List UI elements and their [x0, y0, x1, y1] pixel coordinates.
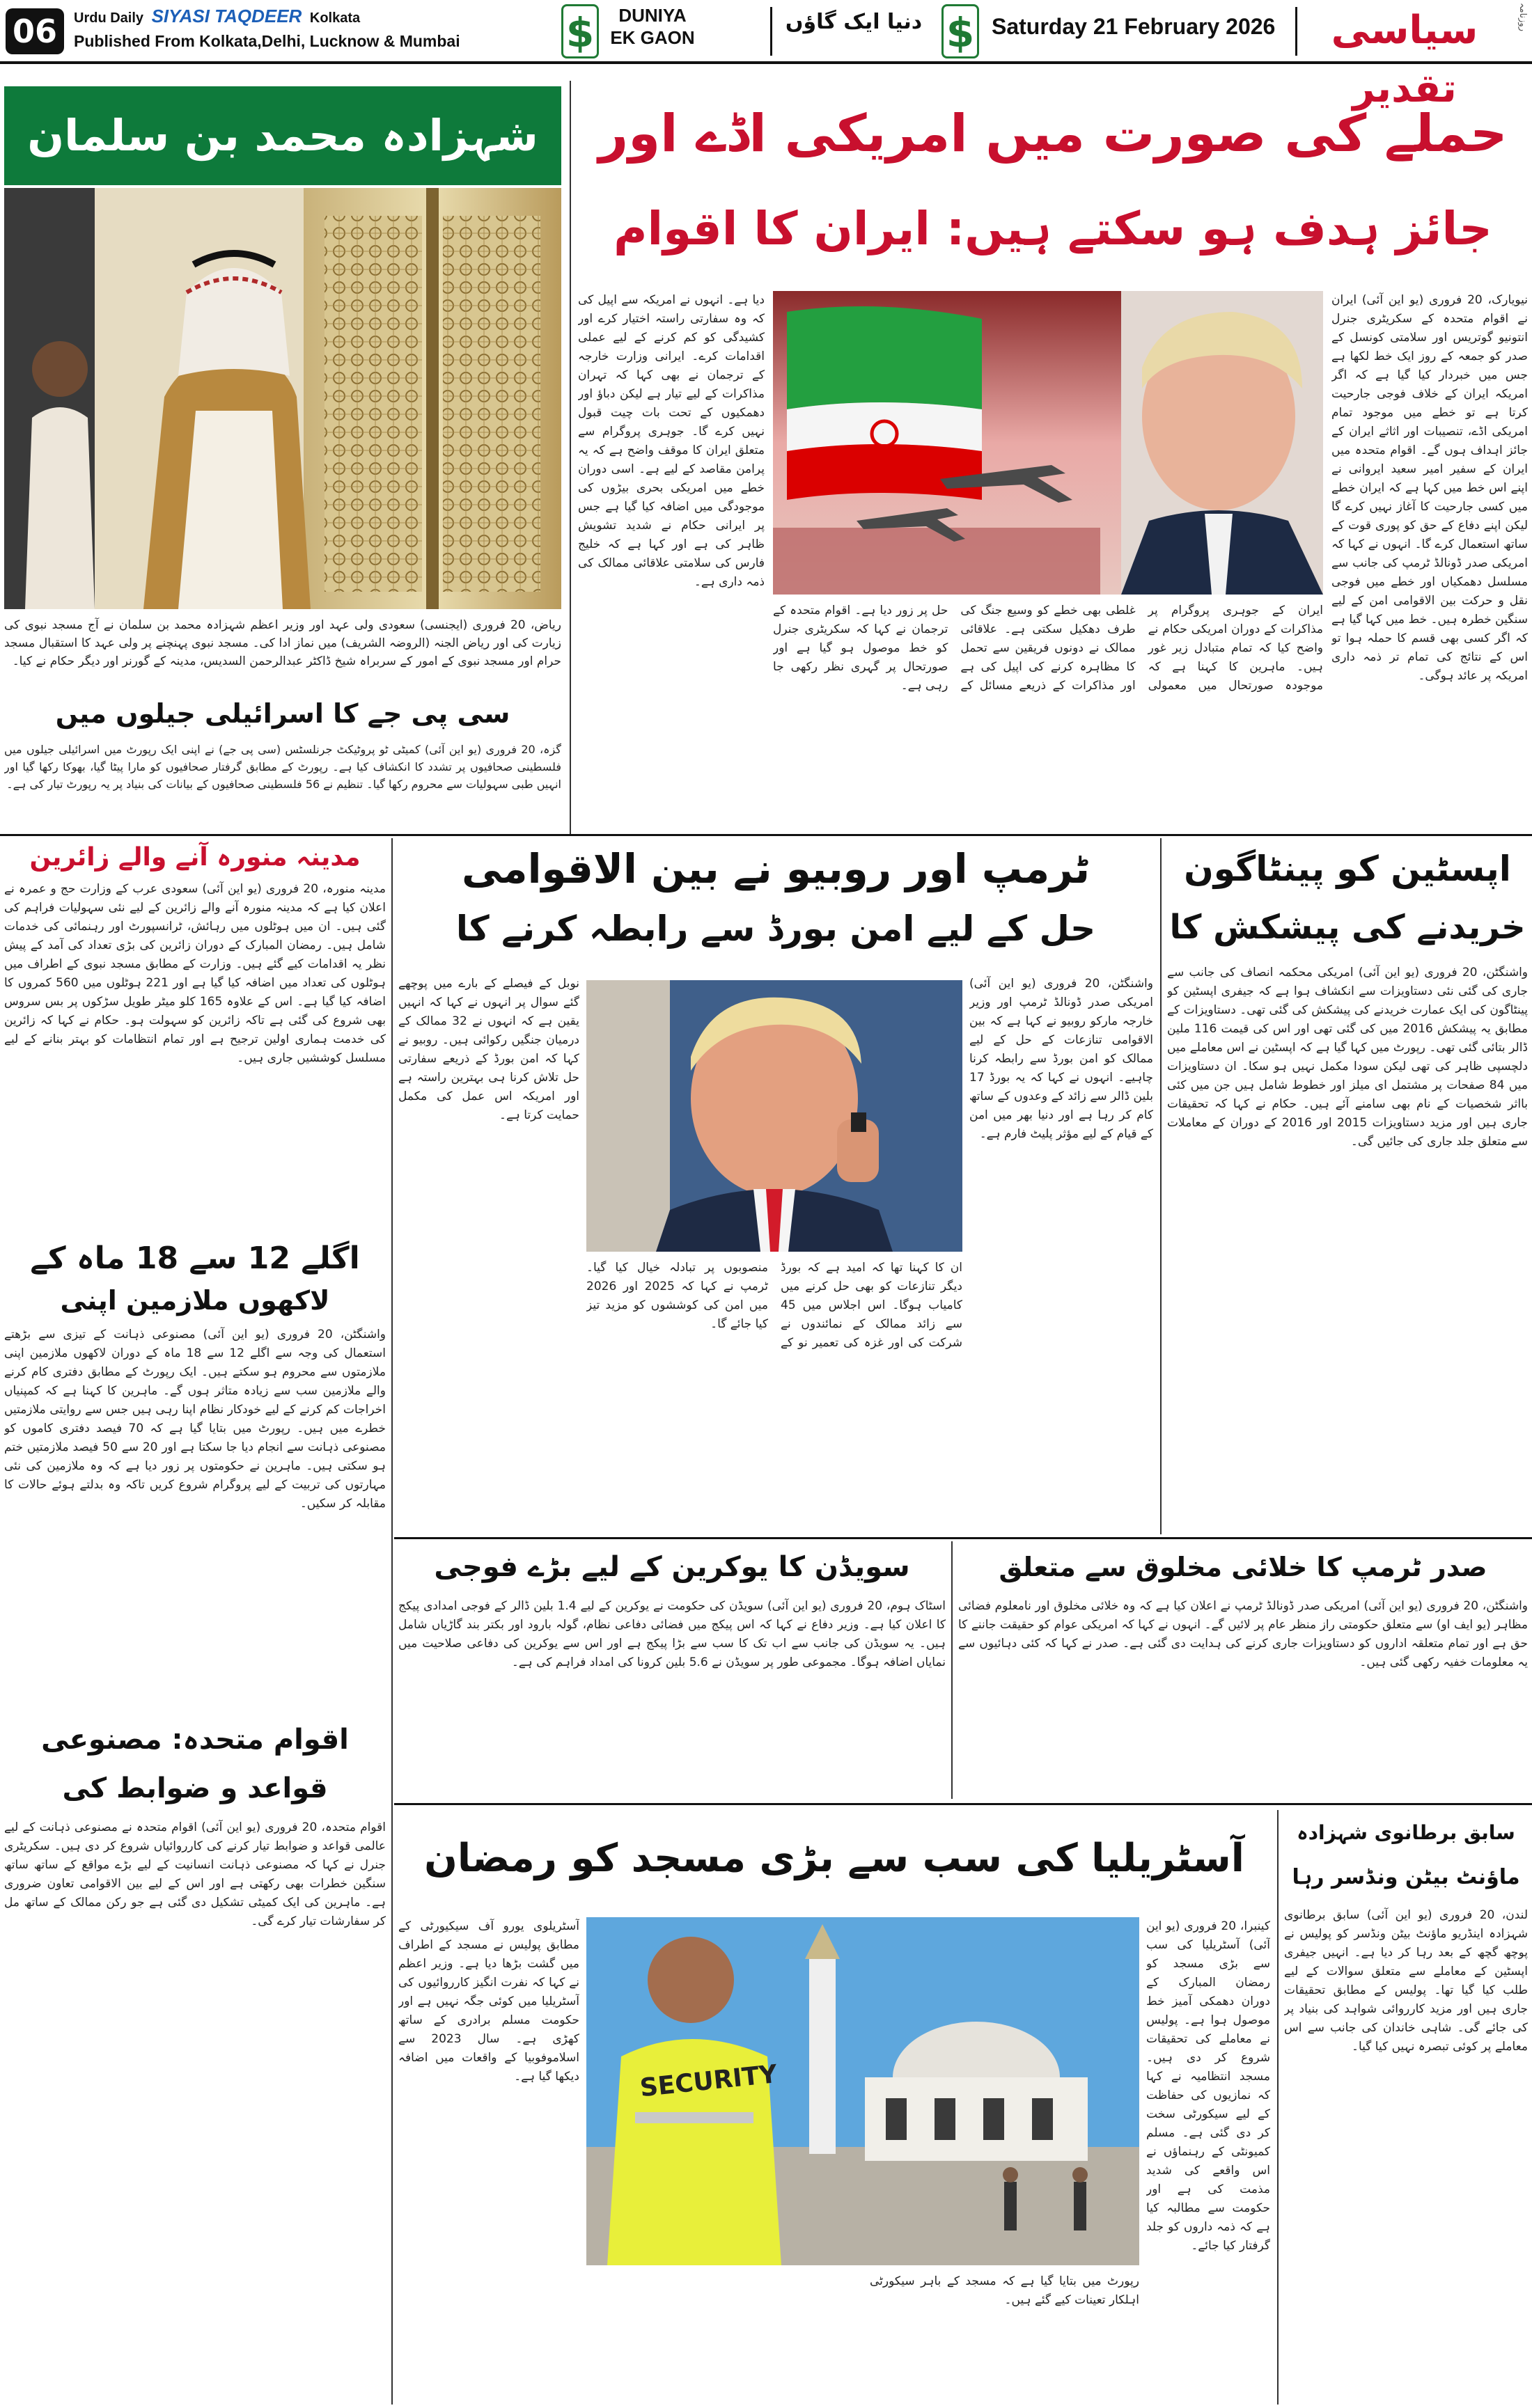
andrew-headline-line1: سابق برطانوی شہزادہ: [1297, 1821, 1515, 1844]
iran-col-left: دیا ہے۔ انہوں نے امریکہ سے اپیل کی کہ وہ سفارتی راستہ اختیار کرے اور کشیدگی کو کم کرنے کے لیے عملی اقدامات کرے۔ ایرانی وزارت خارجہ کے ترجمان نے بھی کہا کہ تہران مذاکرات کے لیے تیار ہے لیکن دباؤ اور دھمکیوں کے تحت بات چیت قبول نہیں کرے گا۔ جوہری پروگرام سے متعلق ایران کا موقف واضح ہے کہ یہ پرامن مقاصد کے لیے ہے۔ اسی دوران خطے میں امریکی بحری بیڑوں کی موجودگی میں اضافہ کیا گیا ہے جس پر ایرانی حکام نے شدید تشویش ظاہر کی ہے اور کہا ہے کہ خلیج فارس کی سلامتی علاقائی ممالک کی ذمہ داری ہے۔: [578, 293, 765, 589]
iran-col-bottom: ایران کے جوہری پروگرام پر مذاکرات کے دوران امریکی حکام نے واضح کیا کہ تمام متبادل زیر غور ہیں۔ ماہرین کا کہنا ہے کہ موجودہ صورتحال میں معمولی غلطی بھی خطے کو وسیع جنگ کی طرف دھکیل سکتی ہے۔ علاقائی ممالک نے دونوں فریقین سے تحمل کا مظاہرہ کرنے کی اپیل کی ہے اور مذاکرات کے ذریعے مسائل کے حل پر زور دیا ہے۔ اقوام متحدہ کے ترجمان نے کہا کہ سکریٹری جنرل کو خط موصول ہو گیا ہے اور صورتحال پر گہری نظر رکھی جا رہی ہے۔: [773, 604, 1323, 693]
mbs-headline: شہزادہ محمد بن سلمان: [27, 110, 538, 161]
mbs-caption: ریاض، 20 فروری (ایجنسی) سعودی ولی عہد اور وزیر اعظم شہزادہ محمد بن سلمان نے آج مسجد نبوی کی زیارت کی اور ریاض الجنہ (الروضہ الشریف) میں نماز ادا کی۔ مسجد نبوی پہنچنے پر ولی عہد کا استقبال مسجد حرام اور مسجد نبوی کے امور کے سربراہ شیخ ڈاکٹر عبدالرحمن السدیس، مدینہ کے گورنر اور دیگر حکام نے کیا۔: [4, 618, 561, 668]
duniya-urdu: دنیا ایک گاؤں: [785, 10, 923, 34]
ai-headline-line2: قواعد و ضوابط کی: [62, 1772, 328, 1804]
column-divider: [951, 1541, 953, 1799]
logo-side-text: روزنامہ: [1517, 3, 1528, 31]
epstein-headline-line2: خریدنے کی پیشکش کا: [1169, 908, 1526, 947]
cpj-body: گزہ، 20 فروری (یو این آئی) کمیٹی ٹو پروٹیکٹ جرنلسٹس (سی پی جے) نے اپنی ایک رپورٹ میں اسرائیلی جیلوں میں فلسطینی صحافیوں پر تشدد کا انکشاف کیا ہے۔ رپورٹ کے مطابق گرفتار صحافیوں کو مارا پیٹا گیا، بھوکا رکھا گیا اور انہیں طبی سہولیات سے محروم رکھا گیا۔ تنظیم نے 56 فلسطینی صحافیوں کے بیانات کی بنیاد پر یہ رپورٹ تیار کی ہے۔: [4, 743, 561, 791]
andrew-headline-line2: ماؤنٹ بیٹن ونڈسر رہا: [1292, 1865, 1520, 1889]
column-divider: [570, 81, 571, 836]
australia-headline: آسٹریلیا کی سب سے بڑی مسجد کو رمضان: [424, 1836, 1244, 1881]
madina-body: مدینہ منورہ، 20 فروری (یو این آئی) سعودی عرب کے وزارت حج و عمرہ نے اعلان کیا ہے کہ مدینہ منورہ آنے والے زائرین کے لیے نئی سہولیات فراہم کی گئی ہیں۔ ان میں ہوٹلوں میں رہائش، ٹرانسپورٹ اور رہنمائی کی خدمات شامل ہیں۔ رمضان المبارک کے دوران زائرین کی بڑی تعداد کی آمد کے پیش نظر یہ اقدامات کیے گئے ہیں۔ وزارت کے مطابق مسجد نبوی کے اطراف میں ہوٹلوں کی تعداد میں اضافہ کیا گیا ہے اور 221 ہوٹلوں میں 560 کمروں کا اضافہ کیا گیا ہے۔ اس کے علاوہ 165 کلو میٹر طویل سڑکوں پر بس سروس بھی شروع کی گئی ہے تاکہ زائرین کو سہولت ہو۔ حکام نے کہا کہ زائرین کی خدمت ہماری اولین ترجیح ہے اور تمام انتظامات کو بہتر بنانے کے لیے مسلسل کوششیں جاری ہیں۔: [4, 882, 386, 1065]
duniya-english: [607, 4, 698, 49]
trump-board-image: [586, 980, 962, 1252]
iran-col-right: نیویارک، 20 فروری (یو این آئی) ایران نے اقوام متحدہ کے سکریٹری جنرل انتونیو گوتریس اور سلامتی کونسل کے صدر کو جمعہ کے روز ایک خط لکھا ہے جس میں خبردار کیا گیا ہے کہ اگر امریکہ ایران کے خلاف فوجی جارحیت کرتا ہے تو خطے میں موجود تمام امریکی اڈے، تنصیبات اور اثاثے ایران کے جائز اہداف ہوں گے۔ اقوام متحدہ میں ایران کے سفیر امیر سعید ایروانی نے اپنے اس خط میں کہا ہے کہ ایران خطے میں کسی جارحیت کا آغاز نہیں کرے گا لیکن اپنے دفاع کے حق کو پوری قوت کے ساتھ استعمال کرے گا۔ انہوں نے کہا کہ امریکی صدر ڈونالڈ ٹرمپ کی جانب سے مسلسل دھمکیاں اور خطے میں فوجی نقل و حرکت بین الاقوامی امن کے لیے سنگین خطرہ ہیں۔ خط میں کہا گیا ہے کہ اگر کسی بھی قسم کا حملہ ہوا تو اس کے نتائج کی تمام تر ذمہ داری امریکہ پر عائد ہوگی۔: [1331, 293, 1528, 683]
iran-trump-image: [773, 291, 1323, 595]
published-from: Published From Kolkata,Delhi, Lucknow & Mumbai: [74, 32, 460, 50]
ufo-headline: صدر ٹرمپ کا خلائی مخلوق سے متعلق: [999, 1552, 1487, 1582]
layoffs-headline-line2: لاکھوں ملازمین اپنی: [60, 1285, 330, 1316]
sweden-body: اسٹاک ہوم، 20 فروری (یو این آئی) سویڈن کی حکومت نے یوکرین کے لیے 1.4 بلین ڈالر کے فوجی امدادی پیکج کا اعلان کیا ہے۔ وزیر دفاع نے کہا کہ اس پیکج میں فضائی دفاعی نظام، گولہ بارود اور بکتر بند گاڑیاں شامل ہیں۔ یہ سویڈن کی جانب سے اب تک کا سب سے بڑا پیکج ہے اور اس سے یوکرین کی دفاعی صلاحیت میں نمایاں اضافہ ہوگا۔ مجموعی طور پر سویڈن نے 5.6 بلین کرونا کی امداد فراہم کی ہے۔: [398, 1599, 946, 1669]
dollar-icon: $: [561, 4, 599, 58]
layoffs-body: واشنگٹن، 20 فروری (یو این آئی) مصنوعی ذہانت کے تیزی سے بڑھتے استعمال کی وجہ سے اگلے 12 سے 18 ماہ کے دوران لاکھوں ملازمین اپنی ملازمتوں سے محروم ہو سکتے ہیں۔ ایک رپورٹ کے مطابق دفتری کام کرنے والے ملازمین سب سے زیادہ متاثر ہوں گے۔ ماہرین کا کہنا ہے کہ کمپنیاں اخراجات کم کرنے کے لیے خودکار نظام اپنا رہی ہیں جس سے روایتی ملازمتیں خطرے میں ہیں۔ رپورٹ میں بتایا گیا ہے کہ 70 فیصد دفتری کاموں کو مصنوعی ذہانت سے انجام دیا جا سکتا ہے اور 20 سے 50 فیصد ملازمتیں ختم ہو سکتی ہیں۔ ماہرین نے حکومتوں پر زور دیا ہے کہ وہ ملازمین کی نئی مہارتوں کی تربیت کے لیے پروگرام شروع کریں تاکہ وہ بدلتے ہوئے حالات کا مقابلہ کر سکیں۔: [4, 1328, 386, 1511]
security-vest-label: SECURITY: [639, 2060, 779, 2103]
masthead: [0, 0, 1532, 111]
trump-board-photo: [586, 980, 962, 1252]
ufo-body: واشنگٹن، 20 فروری (یو این آئی) امریکی صدر ڈونالڈ ٹرمپ نے اعلان کیا ہے کہ وہ خلائی مخلوق اور نامعلوم فضائی مظاہر (یو ایف او) سے متعلق حکومتی راز منظر عام پر لائیں گے۔ انہوں نے کہا کہ امریکی عوام کو حقیقت جاننے کا حق ہے اور تمام متعلقہ اداروں کو دستاویزات جاری کرنے کی ہدایت دی گئی ہے۔ صدر نے کہا کہ کئی دہائیوں سے یہ معلومات خفیہ رکھی گئی ہیں۔: [958, 1599, 1528, 1669]
iran-photo: [773, 291, 1323, 595]
column-divider: [391, 838, 393, 2405]
masthead-divider: [770, 7, 772, 56]
sweden-headline: سویڈن کا یوکرین کے لیے بڑے فوجی: [434, 1551, 910, 1583]
urdu-daily-label: Urdu Daily: [74, 10, 144, 26]
column-divider: [1277, 1810, 1279, 2405]
australia-col-right: کینبرا، 20 فروری (یو این آئی) آسٹریلیا کی سب سے بڑی مسجد کو رمضان المبارک کے دوران دھمکی آمیز خط موصول ہوا ہے۔ پولیس نے معاملے کی تحقیقات شروع کر دی ہیں۔ مسجد انتظامیہ نے کہا کہ نمازیوں کی حفاظت کے لیے سیکورٹی سخت کر دی گئی ہے۔ مسلم کمیونٹی کے رہنماؤں نے اس واقعے کی شدید مذمت کی ہے اور حکومت سے مطالبہ کیا ہے کہ ذمہ داروں کو جلد گرفتار کیا جائے۔: [1146, 1919, 1270, 2253]
column-divider: [1160, 838, 1162, 1534]
mbs-photo: [4, 188, 561, 609]
section-rule: [0, 834, 1532, 836]
city-label: Kolkata: [309, 10, 361, 26]
section-rule: [394, 1537, 1532, 1539]
duniya-line2: EK GAON: [610, 27, 695, 48]
issue-date: Saturday 21 February 2026: [992, 14, 1276, 39]
masthead-divider: [1295, 7, 1297, 56]
australia-photo-caption: رپورٹ میں بتایا گیا ہے کہ مسجد کے باہر سیکورٹی اہلکار تعینات کیے گئے ہیں۔: [870, 2274, 1139, 2307]
mbs-visit-image: [4, 188, 561, 609]
iran-headline-line2: جائز ہدف ہو سکتے ہیں: ایران کا اقوام: [613, 202, 1492, 255]
ai-headline-line1: اقوام متحدہ: مصنوعی: [41, 1724, 349, 1756]
dollar-icon: $: [941, 4, 979, 58]
mbs-banner: [4, 86, 561, 185]
section-rule: [394, 1803, 1532, 1805]
australia-col-left: آسٹریلوی یورو آف سیکیورٹی کے مطابق پولیس نے مسجد کے اطراف میں گشت بڑھا دیا ہے۔ وزیر اعظم نے کہا کہ نفرت انگیز کارروائیوں کی آسٹریلیا میں کوئی جگہ نہیں ہے اور حکومت مسلم برادری کے ساتھ کھڑی ہے۔ سال 2023 سے اسلاموفوبیا کے واقعات میں اضافہ دیکھا گیا ہے۔: [398, 1919, 579, 2084]
iran-headline-line1: حملے کی صورت میں امریکی اڈے اور: [598, 104, 1508, 164]
layoffs-headline-line1: اگلے 12 سے 18 ماہ کے: [30, 1241, 360, 1276]
masthead-top-line: [74, 6, 360, 27]
epstein-headline-line1: اپسٹین کو پینٹاگون: [1184, 849, 1511, 889]
brand-name: SIYASI TAQDEER: [151, 6, 302, 26]
trump-board-col-c: نوبل کے فیصلے کے بارے میں پوچھے گئے سوال پر انہوں نے کہا کہ انہیں یقین ہے کہ انہوں نے 32 ممالک کے درمیان جنگیں رکوائی ہیں۔ روبیو نے کہا کہ امن بورڈ کے ذریعے سفارتی حل تلاش کرنا ہی بہترین راستہ ہے اور امریکہ اس عمل کی مکمل حمایت کرتا ہے۔: [398, 977, 579, 1122]
page-number: 06: [6, 8, 64, 54]
madina-headline: مدینہ منورہ آنے والے زائرین: [29, 843, 361, 872]
trump-board-col-a: واشنگٹن، 20 فروری (یو این آئی) امریکی صدر ڈونالڈ ٹرمپ اور وزیر خارجہ مارکو روبیو نے کہا ہے کہ بین الاقوامی تنازعات کے حل کے لیے ممالک کو امن بورڈ سے رابطہ کرنا چاہیے۔ انہوں نے کہا کہ یہ بورڈ 17 بلین ڈالر سے زائد کے وعدوں کے ساتھ کام کر رہا ہے اور دنیا بھر میں امن کے قیام کے لیے مؤثر پلیٹ فارم ہے۔: [969, 977, 1153, 1141]
andrew-body: لندن، 20 فروری (یو این آئی) سابق برطانوی شہزادہ اینڈریو ماؤنٹ بیٹن ونڈسر کو پولیس نے پوچھ گچھ کے بعد رہا کر دیا ہے۔ انہیں جیفری اپسٹین کے معاملے سے متعلق سوالات کے لیے طلب کیا گیا تھا۔ پولیس کے مطابق تحقیقات جاری ہیں اور مزید کارروائی شواہد کی بنیاد پر کی جائے گی۔ شاہی خاندان کی جانب سے اس معاملے پر کوئی تبصرہ نہیں کیا گیا۔: [1284, 1908, 1528, 2054]
australia-mosque-image: [586, 1917, 1139, 2265]
epstein-body: واشنگٹن، 20 فروری (یو این آئی) امریکی محکمہ انصاف کی جانب سے جاری کی گئی نئی دستاویزات سے انکشاف ہوا ہے کہ جیفری اپسٹین کو پینٹاگون کی ایک عمارت خریدنے کی پیشکش کی گئی تھی۔ دستاویزات کے مطابق یہ پیشکش 2016 میں کی گئی تھی اور اس کی قیمت 116 ملین ڈالر بتائی گئی تھی۔ رپورٹ میں کہا گیا ہے کہ اپسٹین نے اس معاملے میں دلچسپی ظاہر کی تھی لیکن سودا مکمل نہیں ہو سکا۔ ان دستاویزات میں 84 صفحات پر مشتمل ای میلز اور خطوط شامل ہیں جن میں کئی بااثر شخصیات کے نام بھی سامنے آئے ہیں۔ حکام نے کہا کہ تحقیقات جاری ہیں اور مزید دستاویزات 2015 اور 2016 کے دوران کے معاملات سے متعلق جلد جاری کی جائیں گی۔: [1167, 966, 1528, 1149]
trump-board-headline-line2: حل کے لیے امن بورڈ سے رابطہ کرنے کا: [455, 908, 1096, 949]
trump-board-headline-line1: ٹرمپ اور روبیو نے بین الاقوامی: [461, 845, 1090, 892]
trump-board-col-b: ان کا کہنا تھا کہ امید ہے کہ بورڈ دیگر تنازعات کو بھی حل کرنے میں کامیاب ہوگا۔ اس اجلاس میں 45 سے زائد ممالک کے نمائندوں نے شرکت کی اور غزہ کی تعمیر نو کے منصوبوں پر تبادلہ خیال کیا گیا۔ ٹرمپ نے کہا کہ 2025 اور 2026 میں امن کی کوششوں کو مزید تیز کیا جائے گا۔: [586, 1261, 962, 1350]
cpj-headline: سی پی جے کا اسرائیلی جیلوں میں: [55, 698, 510, 729]
ai-body: اقوام متحدہ، 20 فروری (یو این آئی) اقوام متحدہ نے مصنوعی ذہانت کے لیے عالمی قواعد و ضوابط تیار کرنے کی کارروائیاں شروع کر دی ہیں۔ سکریٹری جنرل نے کہا کہ مصنوعی ذہانت انسانیت کے لیے بڑے مواقع کے ساتھ ساتھ سنگین خطرات بھی رکھتی ہے اور اس کے لیے بین الاقوامی تعاون ضروری ہے۔ ماہرین کی ایک کمیٹی تشکیل دی گئی ہے جو رکن ممالک کے ساتھ مل کر سفارشات تیار کرے گی۔: [4, 1820, 386, 1928]
newspaper-logo: سیاسی تقدیر: [1331, 8, 1478, 111]
australia-photo: [586, 1917, 1139, 2265]
duniya-line1: DUNIYA: [618, 5, 687, 26]
